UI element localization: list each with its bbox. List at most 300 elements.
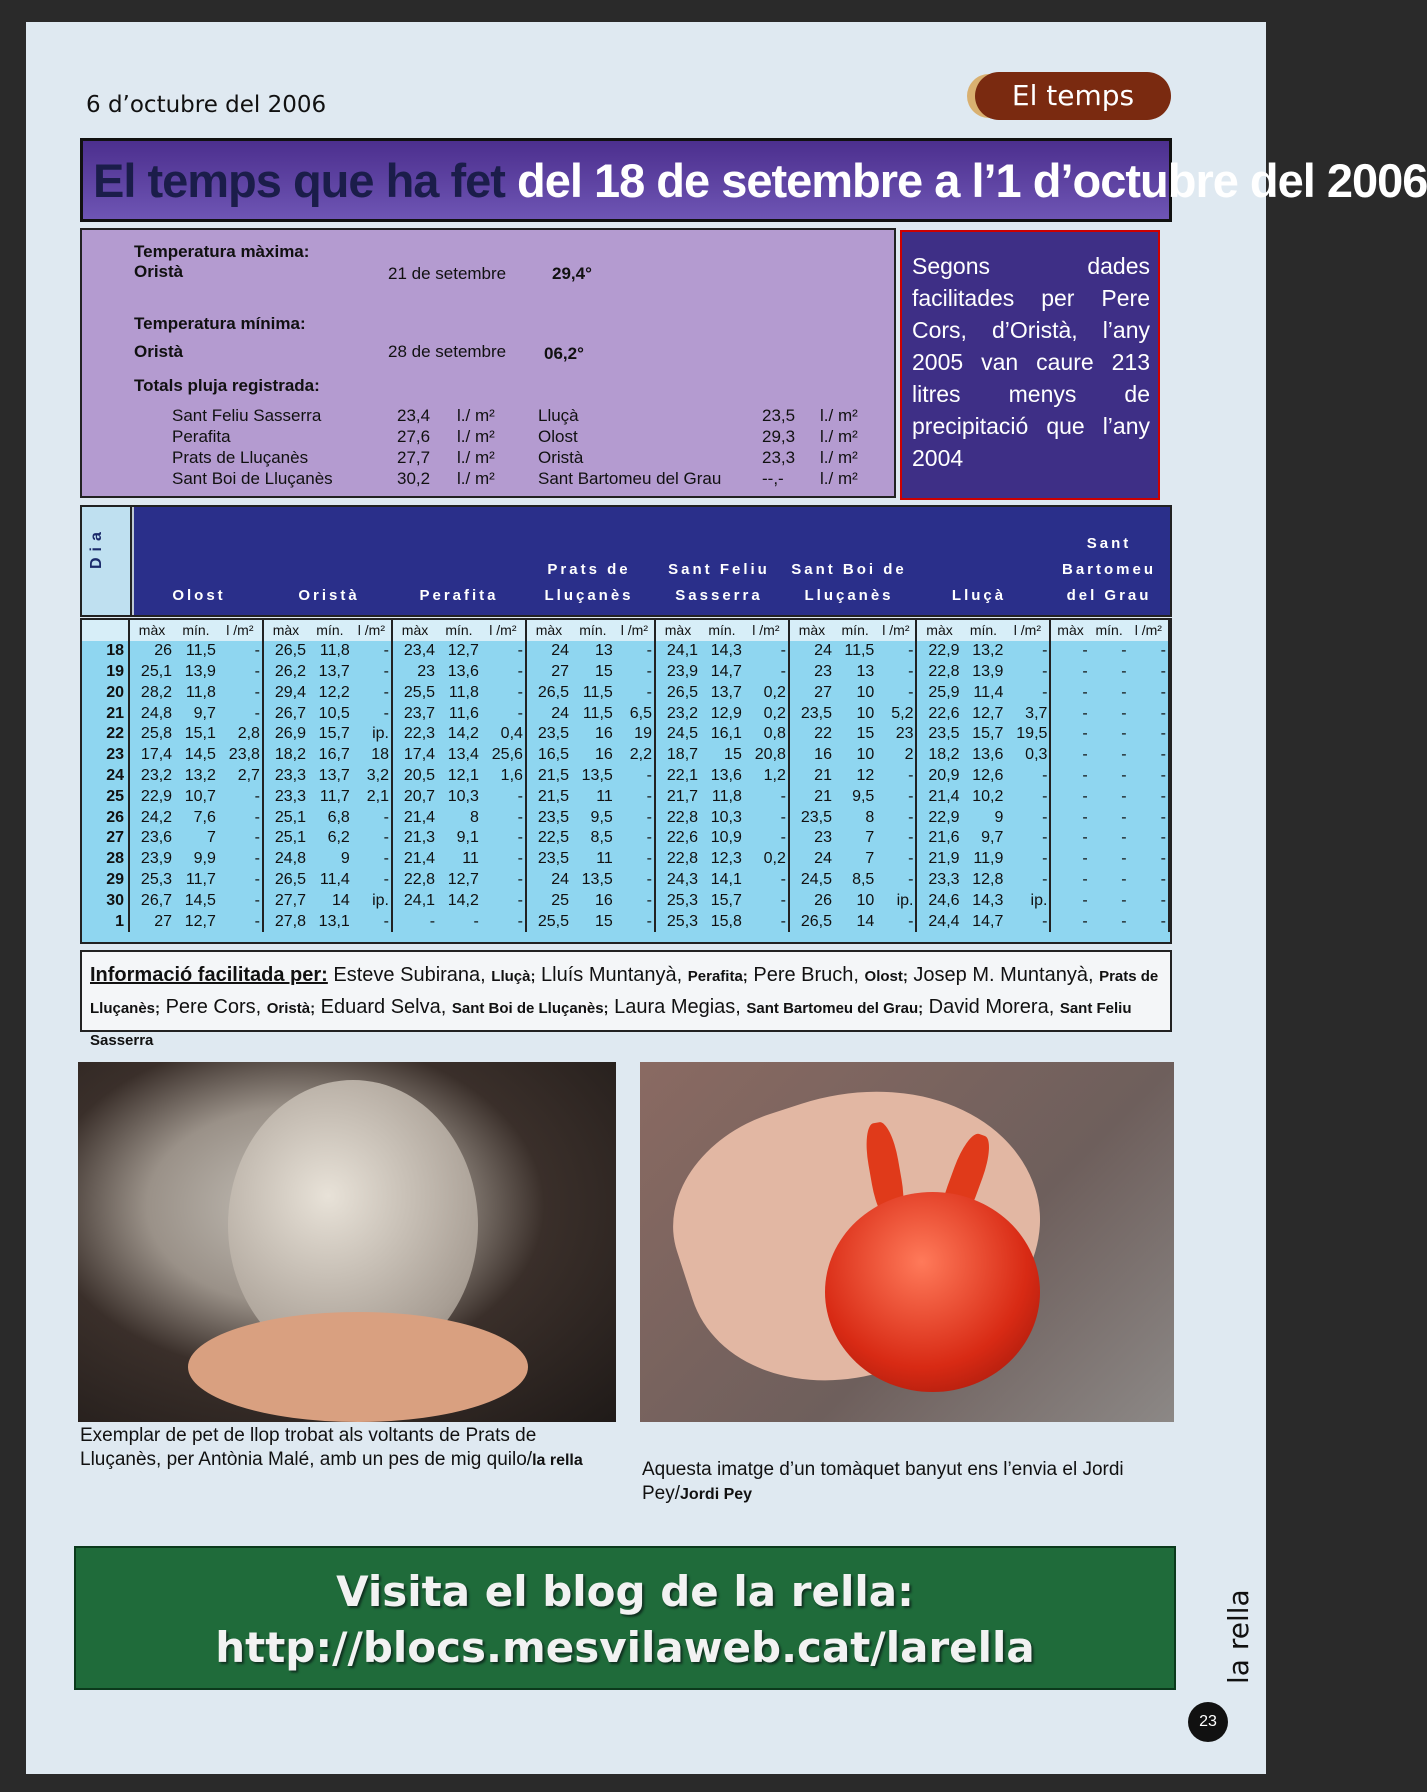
rain-place: Prats de Lluçanès xyxy=(172,448,309,467)
table-cell: 13,5 xyxy=(581,870,613,888)
station-header-row xyxy=(134,507,1170,615)
table-cell: 2,8 xyxy=(218,724,263,745)
table-cell: 20,7 xyxy=(403,787,436,805)
table-cell: 8 xyxy=(469,808,479,826)
table-cell: 25,1 xyxy=(140,662,173,680)
table-cell: - xyxy=(218,641,263,662)
rain-value: 23,5 xyxy=(762,406,796,425)
banner-url[interactable]: http://blocs.mesvilaweb.cat/larella xyxy=(215,1623,1035,1672)
day-cell: 26 xyxy=(82,807,129,828)
min-temp-date: 28 de setembre xyxy=(388,342,507,361)
min-temp-place: Oristà xyxy=(134,342,184,361)
table-cell: 25,3 xyxy=(666,891,699,909)
table-cell: 17,4 xyxy=(403,746,436,764)
table-cell: - xyxy=(352,703,392,724)
table-cell: 23,5 xyxy=(928,725,960,743)
table-cell: 1,2 xyxy=(744,766,789,787)
table-cell: 15,7 xyxy=(710,891,742,909)
rain-unit: l./ m² xyxy=(457,469,495,488)
table-cell: - xyxy=(1082,850,1088,868)
table-cell: - xyxy=(1005,682,1050,703)
table-cell: 0,3 xyxy=(1005,745,1050,766)
table-cell: 13,2 xyxy=(184,766,216,784)
table-cell: - xyxy=(1082,912,1088,930)
table-cell: 3,2 xyxy=(352,766,392,787)
credits-box xyxy=(80,950,1172,1049)
table-cell: 23,5 xyxy=(537,850,569,868)
table-cell: 11,6 xyxy=(448,704,479,722)
table-cell: 21,6 xyxy=(928,829,960,847)
table-cell: 0,2 xyxy=(744,703,789,724)
sub-header-cell: mín. xyxy=(1090,620,1129,641)
table-cell: 12,8 xyxy=(972,870,1004,888)
day-cell: 27 xyxy=(82,828,129,849)
rain-value: 27,6 xyxy=(397,427,431,446)
table-cell: 13,7 xyxy=(318,662,350,680)
table-cell: 12,6 xyxy=(972,766,1004,784)
table-cell: 27 xyxy=(551,662,569,680)
table-cell: - xyxy=(1121,870,1127,888)
table-cell: 28,2 xyxy=(140,683,173,701)
sub-header-cell: l /m² xyxy=(744,620,789,641)
table-cell: 14,5 xyxy=(184,746,216,764)
table-cell: - xyxy=(1082,746,1088,764)
table-cell: 11 xyxy=(596,850,613,868)
table-cell: 8,5 xyxy=(590,829,613,847)
table-cell: 15,7 xyxy=(972,725,1004,743)
table-cell: 21 xyxy=(814,766,832,784)
table-cell: 11,8 xyxy=(319,642,350,660)
caption-left-text: Exemplar de pet de llop trobat als voltants de Prats de Lluçanès, per Antònia Malé, amb un pes de mig quilo/ xyxy=(80,1425,537,1470)
table-cell: 23,4 xyxy=(403,642,436,660)
table-cell: - xyxy=(1121,746,1127,764)
table-cell: - xyxy=(481,807,526,828)
credit-name: Laura Megias, xyxy=(608,996,747,1018)
table-cell: - xyxy=(481,890,526,911)
table-cell: 23,3 xyxy=(928,870,960,888)
table-cell: 2,2 xyxy=(615,745,655,766)
day-cell: 30 xyxy=(82,890,129,911)
table-cell: - xyxy=(1121,704,1127,722)
table-cell: 22,8 xyxy=(928,662,960,680)
table-cell: - xyxy=(615,682,655,703)
table-cell: 25,9 xyxy=(928,683,960,701)
table-cell: 26,2 xyxy=(274,662,306,680)
credit-place: Prats de Lluçanès; xyxy=(90,968,1159,1017)
rain-value: 23,4 xyxy=(397,406,431,425)
table-cell: 22,6 xyxy=(666,829,699,847)
table-cell: ip. xyxy=(1005,890,1050,911)
table-cell: 13,9 xyxy=(184,662,216,680)
table-row xyxy=(82,870,1169,891)
table-cell: 26 xyxy=(154,642,173,660)
table-cell: 23,7 xyxy=(403,704,436,722)
table-cell: 21,5 xyxy=(537,787,569,805)
table-cell: - xyxy=(876,766,916,787)
table-cell: - xyxy=(1129,807,1169,828)
station-header: Prats de Lluçanès xyxy=(544,561,634,604)
table-cell: 27,8 xyxy=(274,912,306,930)
table-cell: - xyxy=(481,828,526,849)
table-cell: 13,5 xyxy=(581,766,613,784)
table-row xyxy=(82,662,1169,683)
table-cell: 24,5 xyxy=(666,725,699,743)
rain-value: 30,2 xyxy=(397,469,431,488)
sub-header-cell: mín. xyxy=(571,620,615,641)
table-cell: - xyxy=(615,662,655,683)
sub-header-cell: l /m² xyxy=(481,620,526,641)
caption-right xyxy=(642,1458,1162,1507)
table-cell: - xyxy=(1005,786,1050,807)
table-cell: 23,3 xyxy=(274,766,306,784)
rain-unit: l./ m² xyxy=(820,406,858,425)
table-cell: 2,1 xyxy=(352,786,392,807)
table-cell: 21,4 xyxy=(403,808,436,826)
table-cell: - xyxy=(615,766,655,787)
credit-place: Sant Boi de Lluçanès; xyxy=(451,1000,609,1017)
table-cell: 22,5 xyxy=(537,829,569,847)
table-cell: - xyxy=(615,828,655,849)
page-title xyxy=(80,138,1427,222)
table-cell: 23,5 xyxy=(800,704,832,722)
table-cell: - xyxy=(1129,724,1169,745)
table-cell: - xyxy=(1129,703,1169,724)
table-cell: 22,6 xyxy=(928,704,960,722)
table-cell: - xyxy=(1005,641,1050,662)
caption-right-credit: Jordi Pey xyxy=(680,1486,753,1503)
publication-name: la rella xyxy=(1222,1589,1255,1684)
sub-header-row xyxy=(82,620,1169,641)
table-cell: 1,6 xyxy=(481,766,526,787)
day-cell: 18 xyxy=(82,641,129,662)
table-row xyxy=(82,745,1169,766)
table-cell: 16,7 xyxy=(318,746,350,764)
credit-place: Sant Feliu Sasserra xyxy=(90,1000,1132,1049)
credit-name: Pere Bruch, xyxy=(747,964,865,986)
table-cell: - xyxy=(218,807,263,828)
sub-header-cell: mín. xyxy=(700,620,744,641)
table-cell: - xyxy=(218,911,263,932)
table-cell: 15 xyxy=(856,725,875,743)
station-header: Lluçà xyxy=(951,587,1007,604)
table-cell: 24,8 xyxy=(140,704,173,722)
table-cell: - xyxy=(1082,642,1088,660)
title-part-2: del 18 de setembre a l’1 d’octubre del 2006 xyxy=(504,154,1427,207)
table-row xyxy=(82,641,1169,662)
table-cell: 14,3 xyxy=(972,891,1004,909)
table-cell: - xyxy=(1082,766,1088,784)
table-cell: - xyxy=(218,682,263,703)
table-cell: 12,7 xyxy=(972,704,1004,722)
table-header xyxy=(80,505,1172,617)
table-cell: 2 xyxy=(876,745,916,766)
table-cell: 14,3 xyxy=(710,642,742,660)
rain-unit: l./ m² xyxy=(820,448,858,467)
table-cell: - xyxy=(1129,745,1169,766)
table-cell: - xyxy=(1082,683,1088,701)
table-row xyxy=(82,724,1169,745)
table-cell: 25,8 xyxy=(140,725,173,743)
table-cell: 21,3 xyxy=(403,829,436,847)
table-row xyxy=(82,766,1169,787)
table-cell: - xyxy=(744,807,789,828)
table-cell: 9,1 xyxy=(456,829,479,847)
table-cell: 11,5 xyxy=(844,642,875,660)
station-header: Olost xyxy=(172,587,226,604)
table-cell: - xyxy=(1005,807,1050,828)
table-cell: 26,5 xyxy=(537,683,569,701)
table-cell: 24 xyxy=(551,870,569,888)
table-cell: 24,4 xyxy=(928,912,960,930)
table-cell: 22,8 xyxy=(666,850,699,868)
page-number: 23 xyxy=(1188,1702,1228,1742)
table-cell: - xyxy=(1082,704,1088,722)
rain-value: --,- xyxy=(762,469,784,488)
table-cell: 9,9 xyxy=(193,850,216,868)
table-cell: 10,3 xyxy=(447,787,479,805)
table-cell: 21,4 xyxy=(928,787,960,805)
table-cell: 11,7 xyxy=(185,870,216,888)
sub-header-cell: l /m² xyxy=(218,620,263,641)
table-cell: 10 xyxy=(856,891,875,909)
credits-label: Informació facilitada per: xyxy=(90,964,328,986)
table-cell: - xyxy=(352,641,392,662)
rain-value: 23,3 xyxy=(762,448,796,467)
table-cell: - xyxy=(1121,829,1127,847)
table-cell: 10,3 xyxy=(710,808,742,826)
table-cell: 6,5 xyxy=(615,703,655,724)
credit-place: Sant Bartomeu del Grau; xyxy=(746,1000,924,1017)
table-cell: 14,1 xyxy=(710,870,742,888)
day-cell: 28 xyxy=(82,849,129,870)
table-cell: 14,7 xyxy=(710,662,742,680)
table-cell: 15,8 xyxy=(710,912,742,930)
table-cell: - xyxy=(876,641,916,662)
table-cell: 2,7 xyxy=(218,766,263,787)
table-cell: 26,5 xyxy=(274,642,306,660)
table-cell: 16 xyxy=(595,746,613,764)
table-cell: 21 xyxy=(814,787,832,805)
credit-place: Perafita; xyxy=(687,968,748,985)
credit-name: Lluís Muntanyà, xyxy=(535,964,688,986)
sub-header-day xyxy=(82,620,129,641)
table-cell: - xyxy=(615,786,655,807)
table-row xyxy=(82,786,1169,807)
table-cell: 12,7 xyxy=(184,912,216,930)
table-cell: 26,7 xyxy=(140,891,173,909)
table-cell: 20,8 xyxy=(744,745,789,766)
sub-header-cell: l /m² xyxy=(876,620,916,641)
table-cell: ip. xyxy=(352,890,392,911)
station-header: Sant Feliu Sasserra xyxy=(668,561,770,604)
table-cell: - xyxy=(1082,829,1088,847)
table-cell: - xyxy=(218,828,263,849)
table-cell: 25,1 xyxy=(274,808,306,826)
credit-name: Pere Cors, xyxy=(160,996,267,1018)
blog-banner xyxy=(74,1546,1176,1690)
table-cell: - xyxy=(1005,766,1050,787)
table-cell: 23 xyxy=(814,829,832,847)
table-cell: - xyxy=(352,682,392,703)
sub-header-cell: màx xyxy=(655,620,700,641)
table-cell: - xyxy=(615,641,655,662)
table-cell: 12,2 xyxy=(318,683,350,701)
rain-place: Sant Feliu Sasserra xyxy=(172,406,322,425)
credit-name: Eduard Selva, xyxy=(315,996,452,1018)
table-cell: - xyxy=(1082,808,1088,826)
table-cell: - xyxy=(1129,828,1169,849)
summary-box xyxy=(80,228,896,498)
table-cell: - xyxy=(218,890,263,911)
table-cell: 16 xyxy=(814,746,832,764)
table-cell: - xyxy=(1129,662,1169,683)
day-cell: 22 xyxy=(82,724,129,745)
sub-header-cell: mín. xyxy=(437,620,481,641)
table-cell: - xyxy=(744,662,789,683)
table-cell: - xyxy=(876,662,916,683)
table-cell: 25 xyxy=(551,891,569,909)
table-cell: 6,2 xyxy=(327,829,350,847)
station-header: Sant Boi de Lluçanès xyxy=(791,561,907,604)
table-cell: ip. xyxy=(352,724,392,745)
table-cell: 20,5 xyxy=(403,766,436,784)
table-cell: 25,5 xyxy=(403,683,436,701)
table-cell: 11 xyxy=(596,787,613,805)
table-cell: 9 xyxy=(340,850,350,868)
tomato-photo xyxy=(640,1062,1174,1422)
sub-header-cell: l /m² xyxy=(352,620,392,641)
rain-value: 29,3 xyxy=(762,427,796,446)
rain-place: Oristà xyxy=(538,448,584,467)
max-temp-value: 29,4° xyxy=(552,264,592,283)
table-cell: - xyxy=(1082,891,1088,909)
table-cell: 23 xyxy=(814,662,832,680)
table-cell: 24,2 xyxy=(140,808,173,826)
table-cell: - xyxy=(352,911,392,932)
credit-place: Olost; xyxy=(864,968,908,985)
sub-header-cell: màx xyxy=(263,620,308,641)
table-cell: - xyxy=(1129,766,1169,787)
table-cell: 22,1 xyxy=(666,766,699,784)
table-cell: 21,9 xyxy=(928,850,960,868)
table-cell: 7 xyxy=(865,829,875,847)
credit-place: Lluçà; xyxy=(491,968,536,985)
table-cell: - xyxy=(1121,766,1127,784)
table-cell: - xyxy=(1121,725,1127,743)
table-cell: - xyxy=(481,911,526,932)
table-cell: 11,5 xyxy=(582,683,613,701)
sub-header-cell: mín. xyxy=(308,620,352,641)
table-cell: 18,2 xyxy=(928,746,960,764)
table-cell: 23,9 xyxy=(140,850,173,868)
table-cell: - xyxy=(744,828,789,849)
table-cell: 16 xyxy=(595,891,613,909)
table-cell: 13,6 xyxy=(447,662,479,680)
table-cell: 13,1 xyxy=(318,912,350,930)
table-cell: 18,7 xyxy=(666,746,699,764)
table-cell: 9 xyxy=(994,808,1004,826)
rain-unit: l./ m² xyxy=(457,448,495,467)
table-cell: - xyxy=(352,807,392,828)
table-cell: 19,5 xyxy=(1005,724,1050,745)
table-cell: - xyxy=(1082,870,1088,888)
day-cell: 29 xyxy=(82,870,129,891)
table-cell: - xyxy=(1005,911,1050,932)
table-row xyxy=(82,890,1169,911)
table-cell: 13,6 xyxy=(972,746,1004,764)
table-cell: 10 xyxy=(856,746,875,764)
table-cell: - xyxy=(1121,662,1127,680)
station-header: Perafita xyxy=(419,587,499,604)
table-cell: 24,6 xyxy=(928,891,960,909)
table-cell: 25,6 xyxy=(481,745,526,766)
table-cell: 22 xyxy=(814,725,832,743)
table-cell: - xyxy=(1121,850,1127,868)
table-row xyxy=(82,911,1169,932)
table-cell: 13,7 xyxy=(710,683,742,701)
table-cell: 24,3 xyxy=(666,870,699,888)
table-cell: - xyxy=(1121,642,1127,660)
table-cell: 19 xyxy=(615,724,655,745)
day-cell: 19 xyxy=(82,662,129,683)
table-cell: 0,8 xyxy=(744,724,789,745)
table-cell: 11,5 xyxy=(185,642,216,660)
table-cell: - xyxy=(1082,787,1088,805)
table-cell: 16 xyxy=(595,725,613,743)
table-cell: 24 xyxy=(814,642,832,660)
table-cell: - xyxy=(1129,641,1169,662)
rain-unit: l./ m² xyxy=(457,406,495,425)
table-cell: 11,8 xyxy=(711,787,742,805)
table-cell: - xyxy=(615,870,655,891)
sub-header-cell: màx xyxy=(129,620,174,641)
rain-place: Lluçà xyxy=(538,406,579,425)
table-cell: 0,2 xyxy=(744,849,789,870)
table-cell: 12,1 xyxy=(447,766,479,784)
table-cell: 13,9 xyxy=(972,662,1004,680)
table-cell: - xyxy=(1082,725,1088,743)
table-cell: 6,8 xyxy=(327,808,350,826)
sub-header-cell: mín. xyxy=(962,620,1006,641)
rain-label: Totals pluja registrada: xyxy=(134,376,320,395)
table-cell: - xyxy=(1121,808,1127,826)
table-cell: 11,8 xyxy=(448,683,479,701)
table-cell: 13,4 xyxy=(447,746,479,764)
day-cell: 23 xyxy=(82,745,129,766)
table-cell: - xyxy=(615,890,655,911)
table-cell: - xyxy=(352,662,392,683)
credit-name: David Morera, xyxy=(923,996,1060,1018)
table-cell: 24 xyxy=(551,642,569,660)
table-cell: - xyxy=(615,911,655,932)
day-cell: 20 xyxy=(82,682,129,703)
table-cell: - xyxy=(481,703,526,724)
day-cell: 24 xyxy=(82,766,129,787)
issue-date: 6 d’octubre del 2006 xyxy=(86,92,327,118)
table-cell: 11,4 xyxy=(319,870,350,888)
table-cell: - xyxy=(1121,912,1127,930)
table-cell: - xyxy=(1129,849,1169,870)
table-cell: 16,1 xyxy=(710,725,742,743)
puffball-photo xyxy=(78,1062,616,1422)
sub-header-cell: mín. xyxy=(834,620,876,641)
max-temp-date: 21 de setembre xyxy=(388,264,507,283)
table-cell: - xyxy=(473,912,479,930)
credit-name: Esteve Subirana, xyxy=(333,964,492,986)
rain-unit: l./ m² xyxy=(820,427,858,446)
table-cell: - xyxy=(876,911,916,932)
sub-header-cell: màx xyxy=(392,620,437,641)
